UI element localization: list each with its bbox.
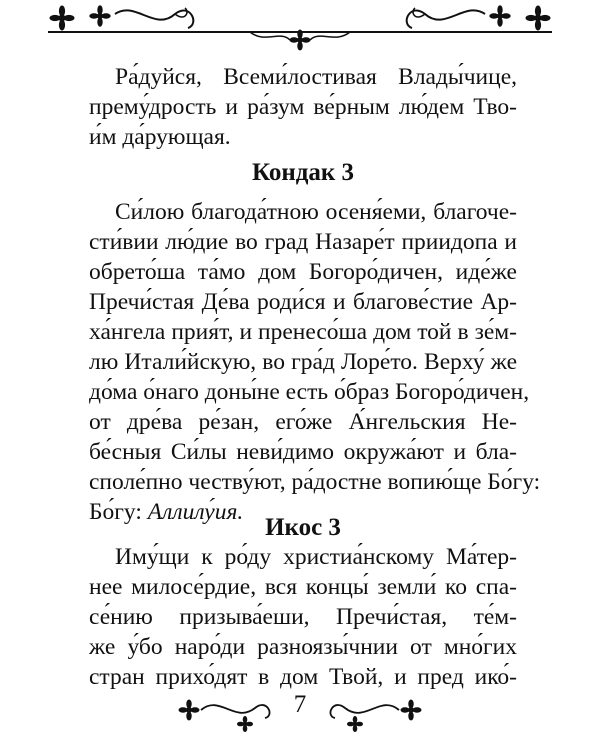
text-line: от дре́ва ре́зан, его́же А́нгельския Не- — [89, 409, 517, 435]
text-line: се́нию призыва́еши, Пречи́стая, те́м- — [89, 604, 517, 630]
text-line: бе́сныя Си́лы неви́димо окружа́ют и бла- — [89, 439, 517, 465]
text-line: нее милосе́рдие, вся концы́ земли́ ко спа- — [89, 574, 517, 600]
text-line: Си́лою благода́тною осеня́еми, благоче- — [115, 199, 517, 225]
kontakion-heading: Кондак 3 — [251, 159, 355, 186]
text-line: споле́пно честву́ют, ра́достне вопию́ще Бо́гу: — [89, 469, 541, 495]
text-line: обрето́ша та́мо дом Богоро́дичен, иде́же — [89, 259, 517, 285]
paragraph-rejoice — [89, 62, 517, 152]
refrain-alleluia: Аллилу́ия. — [147, 499, 244, 525]
text-line: прему́дрость и ра́зум ве́рным лю́дем Тво- — [89, 94, 517, 120]
page-number: 7 — [293, 691, 307, 718]
text-line: лю Итали́йскую, во гра́д Лоре́то. Верху́ же — [89, 349, 517, 375]
text-line: сти́вии лю́дие во град Назаре́т приидопа и — [89, 229, 517, 255]
text-line: же у́бо наро́ди разноязы́чнии от мно́гих — [89, 634, 517, 660]
text-line: стран прихо́дят в дом Твой, и пред ико́- — [89, 664, 517, 690]
text-line: Иму́щи к ро́ду христиа́нскому Ма́тер- — [115, 544, 517, 570]
text-line: Пречи́стая Де́ва роди́ся и благове́стие Ар- — [89, 289, 517, 315]
text-line: и́м да́рующая. — [89, 124, 231, 150]
text-line: до́ма о́наго доны́не есть о́браз Богоро́дичен, — [89, 379, 530, 405]
ikos-heading: Икос 3 — [265, 514, 341, 541]
text-line: Ра́дуйся, Всеми́лостивая Влады́чице, — [115, 64, 517, 90]
kontakion-body — [89, 197, 541, 527]
ikos-body — [89, 542, 517, 692]
refrain-prefix: Бо́гу: — [89, 499, 142, 525]
top-ornament-icon — [40, 2, 560, 54]
text-line: ха́нгела прия́т, и пренесо́ша дом той в зе́м- — [89, 319, 517, 345]
